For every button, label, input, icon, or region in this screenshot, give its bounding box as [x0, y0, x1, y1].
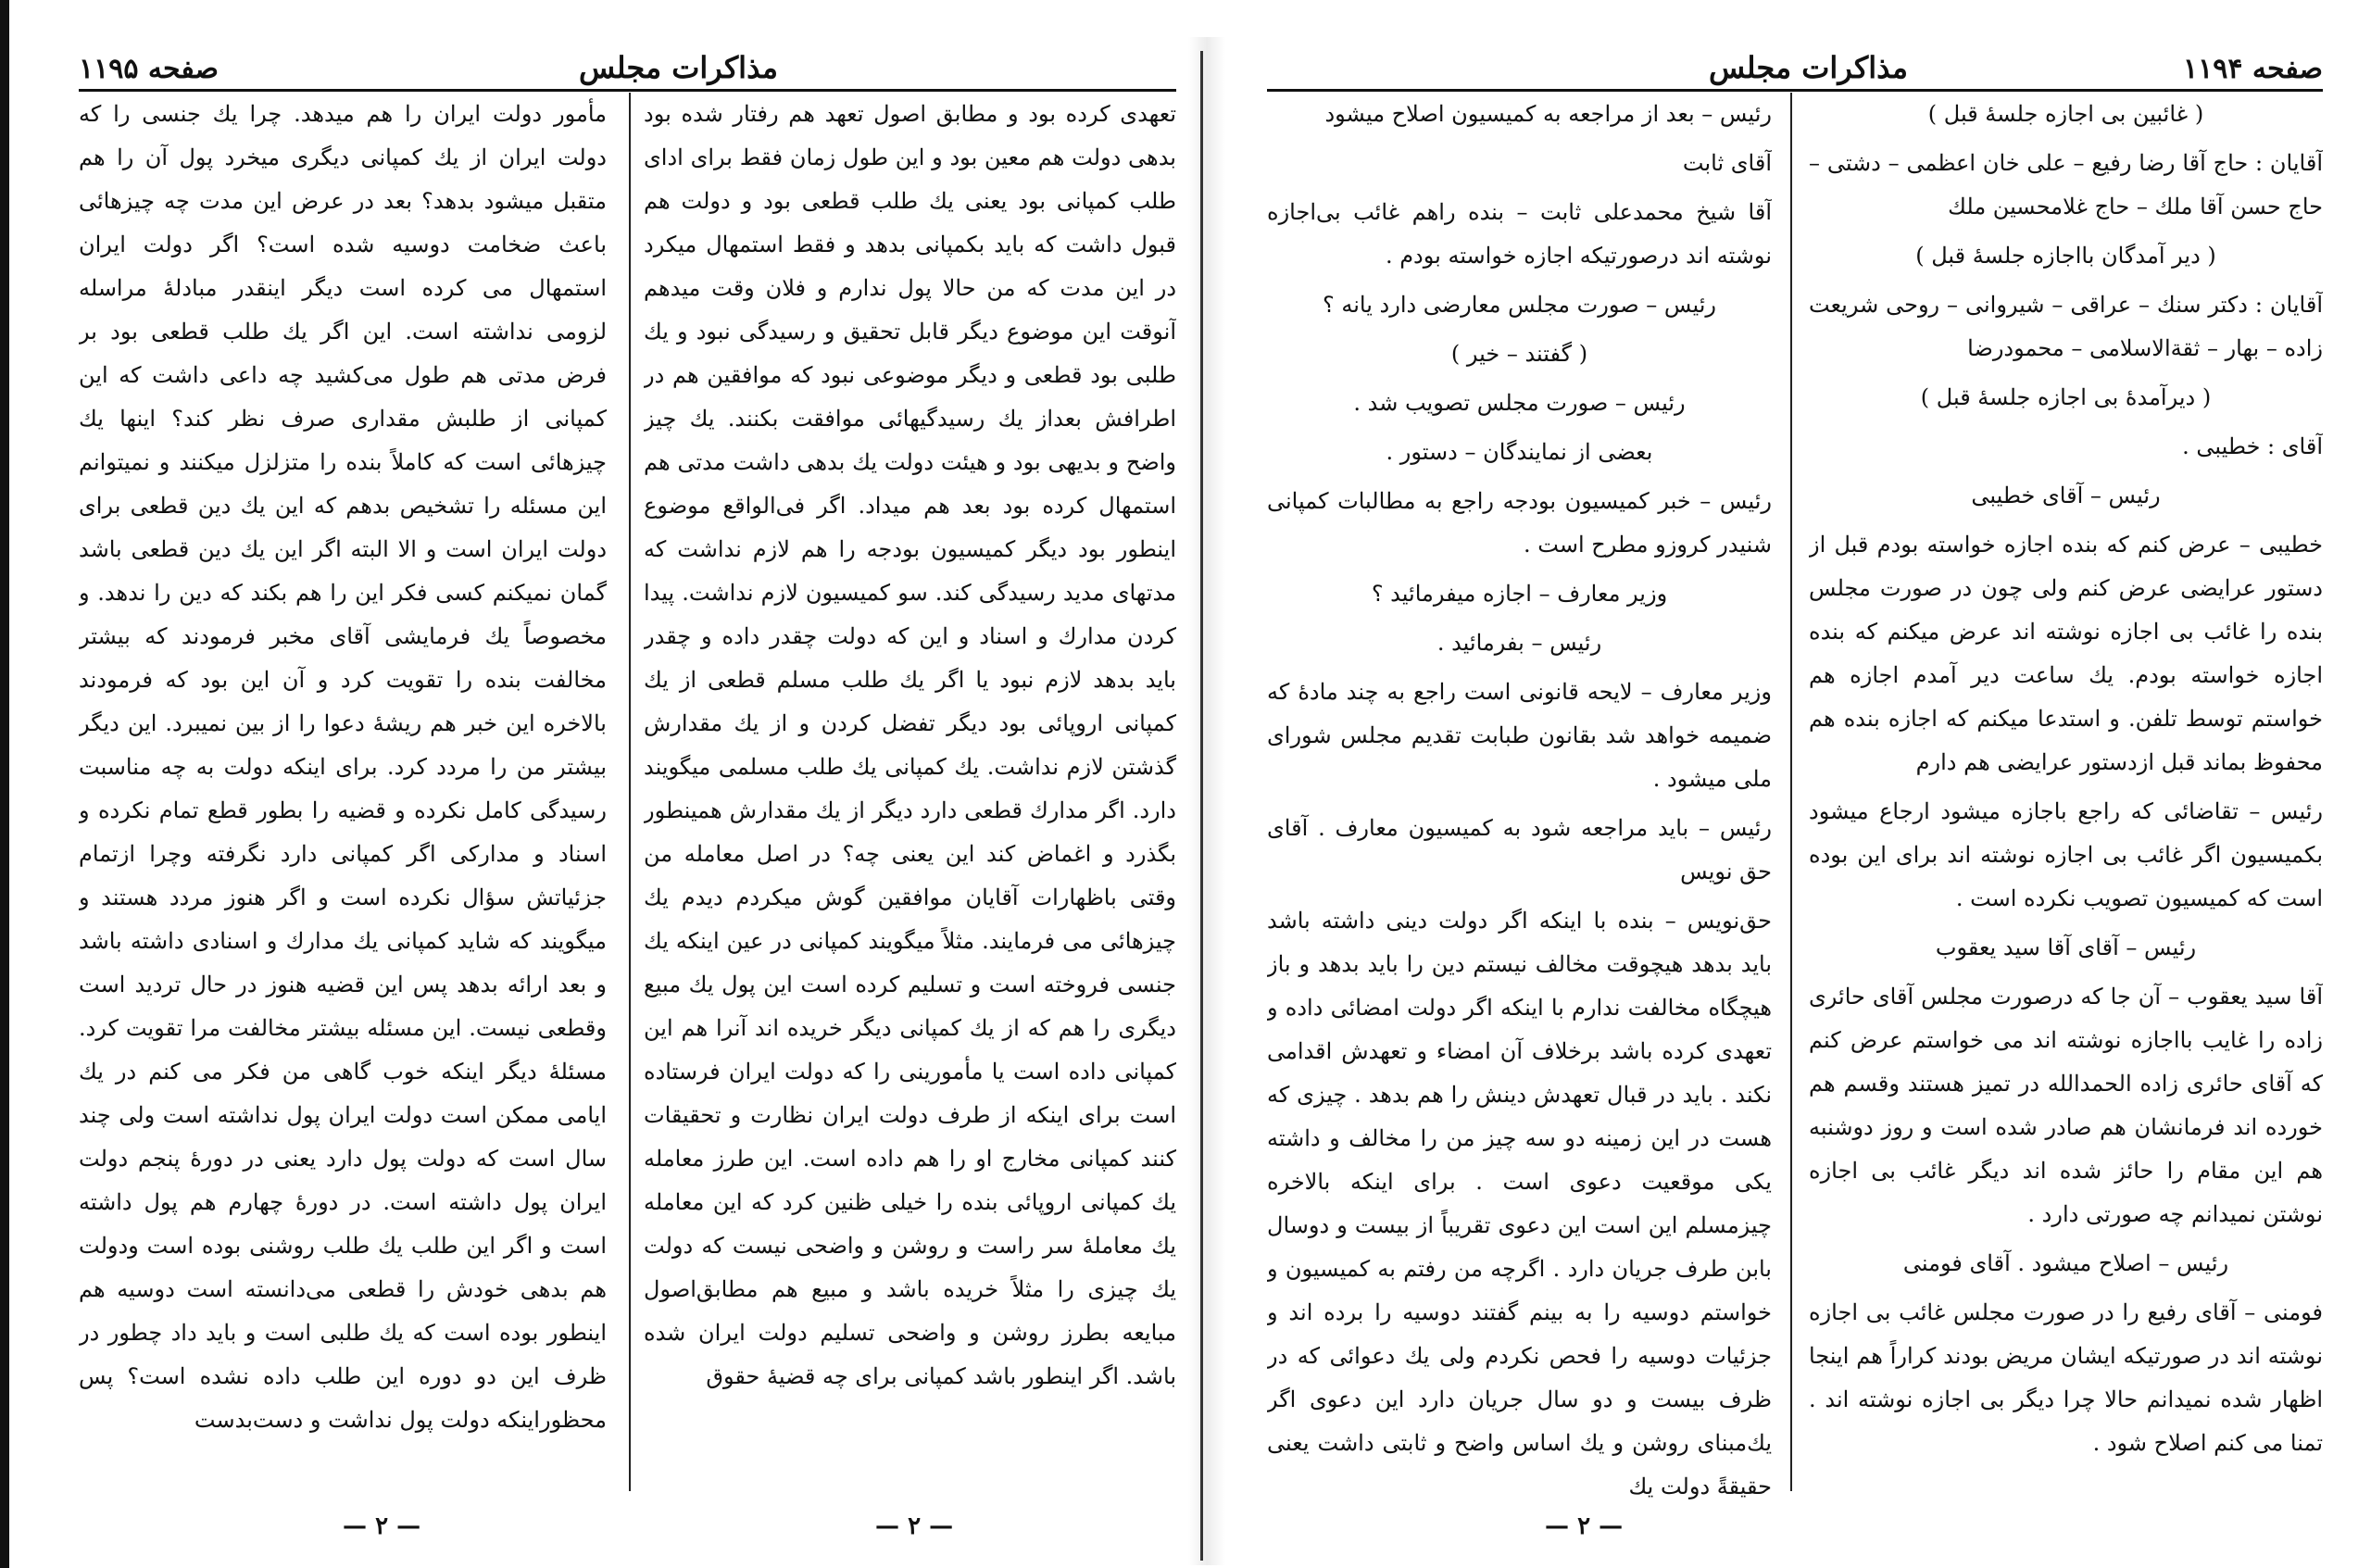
book-gutter — [1188, 37, 1225, 1565]
paragraph: رئیس – بعد از مراجعه به کمیسیون اصلاح میشود — [1324, 101, 1772, 127]
centered-line: رئیس – آقای خطیبی — [1971, 483, 2161, 508]
centered-line: رئیس – اصلاح میشود . آقای فومنی — [1902, 1250, 2229, 1276]
centered-line: رئیس – بفرمائید . — [1436, 630, 1602, 656]
paragraph: رئیس – باید مراجعه شود به کمیسیون معارف . آقای حق نویس — [1267, 815, 1772, 884]
centered-line: رئیس – آقای آقا سید یعقوب — [1935, 935, 2197, 960]
page-footer: — ۲ — — [1545, 1512, 1624, 1540]
centered-line: ( دیرآمدهٔ بی اجازه جلسهٔ قبل ) — [1920, 384, 2212, 410]
left-page-header — [79, 37, 1176, 85]
binding-edge — [0, 0, 9, 1568]
centered-line: بعضی از نمایندگان – دستور . — [1386, 439, 1653, 465]
page-footer: — ۲ — — [343, 1512, 421, 1540]
paragraph: آقایان : دکتر سنك – عراقی – شیروانی – روحی شریعت زاده – بهار – ثقة‌الاسلامی – محمودرضا — [1809, 292, 2323, 361]
paragraph: آقا شیخ محمدعلی ثابت – بنده راهم غائب بی‌اجازه نوشته اند درصورتیکه اجازه خواسته بودم . — [1267, 199, 1772, 269]
paragraph: مأمور دولت ایران را هم میدهد. چرا یك جنسی را که دولت ایران از یك کمپانی دیگری میخرد پول آن را هم متقبل میشود بدهد؟ بعد در عرض این مدت چه چیزهائی باعث ضخامت دوسیه شده است؟ اگر دولت ایران استمهال می کرده است دیگر اینقدر مبادلهٔ مراسله لزومی نداشته است. این اگر یك طلب قطعی بود بر فرض مدتی هم طول می‌کشید چه داعی داشت که این کمپانی از طلبش مقداری صرف نظر کند؟ اینها یك چیزهائی است که کاملاً بنده را متزلزل میکنند و نمیتوانم این مسئله را تشخیص بدهم که این یك دین قطعی برای دولت ایران است و الا البته اگر این یك دین قطعی باشد گمان نمیکنم کسی فکر این را هم بکند که دین را ندهد. و مخصوصاً یك فرمایشی آقای مخبر فرمودند که بیشتر مخالفت بنده را تقویت کرد و آن این بود که فرمودند بالاخره این خبر هم ریشهٔ دعوا را از بین نمیبرد. این دیگر بیشتر من را مردد کرد. برای اینکه دولت به چه مناسبت رسیدگی کامل نکرده و قضیه را بطور قطع تمام نکرده و اسناد و مدارکی اگر کمپانی دارد نگرفته وچرا ازتمام جزئیاتش سؤال نکرده است و اگر هنوز مردد هستند و میگویند که شاید کمپانی یك مدارك و اسنادی داشته باشد و بعد ارائه بدهد پس این قضیه هنوز در حال تردید است وقطعی نیست. این مسئله بیشتر مخالفت مرا تقویت کرد. مسئلهٔ دیگر اینکه خوب گاهی من فکر می کنم در یك ایامی ممکن است دولت ایران پول نداشته است ولی چند سال است که دولت پول دارد یعنی در دورهٔ پنجم دولت ایران پول داشته است. در دورهٔ چهارم هم پول داشته است و اگر این طلب یك طلب روشنی بوده است ودولت هم بدهی خودش را قطعی می‌دانسته است دوسیه هم اینطور بوده است که یك طلبی است و باید داد چطور در ظرف این دو دوره این طلب داده نشده است؟ پس محظوراینکه دولت پول نداشت و دست‌بدست — [79, 101, 607, 1433]
centered-line: ( دیر آمدگان بااجازه جلسهٔ قبل ) — [1915, 243, 2216, 269]
paragraph: رئیس – تقاضائی که راجع باجازه میشود ارجاع میشود بکمیسیون اگر غائب بی اجازه نوشته اند برای این بوده است که کمیسیون تصویب نکرده است . — [1809, 798, 2323, 911]
centered-line: رئیس – صورت مجلس معارضی دارد یانه ؟ — [1323, 292, 1716, 318]
paragraph: آقای : خطیبی . — [2182, 433, 2323, 459]
paragraph: حق‌نویس – بنده با اینکه اگر دولت دینی داشته باشد باید بدهد هیچوقت مخالف نیستم دین را باید بدهد و باز هیچگاه مخالفت ندارم با اینکه اگر دولت امضائی داده و تعهدی کرده باشد برخلاف آن امضاء و تعهدش اقدامی نکند . باید در قبال تعهدش دینش را هم بدهد . چیزی که هست در این زمینه دو سه چیز من را مخالف‌ و داشته یکی موقعیت دعوی است . برای اینکه بالاخره چیزمسلم این است این دعوی تقریباً از بیست و دوسال بابن طرف جریان دارد . اگرچه من رفتم به کمیسیون و خواستم دوسیه را به بینم گفتند دوسیه را برده اند و جزئیات دوسیه را فحص نکردم ولی یك دعوائی که در ظرف بیست و دو سال جریان دارد این دعوی اگر یك‌مبنای روشن و یك اساس واضح و ثابتی داشت یعنی حقیقةً دولت یك — [1267, 908, 1772, 1499]
paragraph: آقا سید یعقوب – آن جا که درصورت مجلس آقای حائری زاده را غایب بااجازه نوشته اند می خواستم عرض کنم که آقای حائری زاده الحمدالله در تمیز هستند وقسم هم خورده اند فرمانشان هم صادر شده است و روز دوشنبه هم این مقام را حائز شده اند دیگر غائب بی اجازه نوشتن نمیدانم چه صورتی دارد . — [1809, 984, 2323, 1227]
column-right — [1809, 93, 2323, 1510]
paragraph: وزیر معارف – لایحه قانونی است راجع به چند مادهٔ که ضمیمه خواهد شد بقانون طبابت تقدیم مجلس شورای ملی میشود . — [1267, 679, 1772, 792]
page-number: صفحه ۱۱۹۵ — [79, 53, 219, 85]
paragraph: رئیس – خبر کمیسیون بودجه راجع به مطالبات کمپانی شنیدر کروزو مطرح است . — [1267, 488, 1772, 558]
column-right — [644, 93, 1176, 1510]
page-footer: — ۲ — — [875, 1512, 954, 1540]
paragraph: فومنی – آقای رفیع را در صورت مجلس غائب بی اجازه نوشته اند در صورتیکه ایشان مریض بودند کراراً هم اینجا اظهار شده نمیدانم حالا چرا دیگر بی اجازه نوشته اند . تمنا می کنم اصلاح شود . — [1809, 1299, 2323, 1456]
right-page — [1267, 0, 2323, 1568]
running-title: مذاکرات مجلس — [578, 50, 778, 85]
running-title: مذاکرات مجلس — [1708, 50, 1909, 85]
centered-line: وزیر معارف – اجازه میفرمائید ؟ — [1371, 581, 1668, 607]
centered-line: ( گفتند – خیر ) — [1450, 341, 1588, 367]
column-left — [1267, 93, 1772, 1510]
header-rule — [79, 89, 1176, 92]
column-divider — [629, 93, 631, 1491]
centered-line: ( غائبین بی اجازه جلسهٔ قبل ) — [1927, 101, 2204, 127]
page-number: صفحه ۱۱۹۴ — [2183, 53, 2323, 85]
left-page — [79, 0, 1176, 1568]
centered-line: رئیس – صورت مجلس تصویب شد . — [1353, 390, 1686, 416]
paragraph: تعهدی کرده بود و مطابق اصول تعهد هم رفتار شده بود بدهی دولت هم معین بود و این طول زمان فقط برای ادای طلب کمپانی بود یعنی یك طلب قطعی بود و دولت هم قبول داشت که باید بکمپانی بدهد و فقط استمهال میکرد در این مدت که من حالا پول ندارم و فلان وقت میدهم آنوقت این موضوع دیگر قابل تحقیق و رسیدگی نبود و یك طلبی بود قطعی و دیگر موضوعی نبود که موافقین هم در اطرافش بعداز یك رسیدگیهائی موافقت بکنند. یك چیز واضح و بدیهی بود و هیئت دولت یك بدهی داشت مدتی هم استمهال کرده بود بعد هم میداد. اگر فی‌الواقع موضوع اینطور بود دیگر کمیسیون بودجه را هم لازم نداشت که مدتهای مدید رسیدگی کند. سو کمیسیون لازم نداشت. پیدا کردن مدارك و اسناد و این که دولت چقدر داده و چقدر باید بدهد لازم نبود یا اگر یك طلب مسلم قطعی از یك کمپانی اروپائی بود دیگر تفضل کردن و از یك مقدارش گذشتن لازم نداشت. یك کمپانی یك طلب مسلمی میگویند دارد. اگر مدارك قطعی دارد دیگر از یك مقدارش همینطور بگذرد و اغماض کند این یعنی چه؟ در اصل معامله من وقتی باظهارات آقایان موافقین گوش میکردم دیدم یك چیزهائی می فرمایند. مثلاً میگویند کمپانی در عین اینکه یك جنسی فروخته است و تسلیم کرده است این پول یك مبیع دیگری را هم که از یك کمپانی دیگر خریده اند آنرا هم این کمپانی داده است یا مأمورینی را که دولت ایران فرستاده است برای اینکه از طرف دولت ایران نظارت و تحقیقات کنند کمپانی مخارج او را هم داده است. این طرز معامله یك کمپانی اروپائی بنده را خیلی ظنین کرد که این معامله یك معاملهٔ سر راست و روشن و واضحی نیست که دولت یك چیزی را مثلاً خریده باشد و مبیع هم مطابق‌اصول مبایعه بطرز روشن و واضحی تسلیم دولت ایران شده باشد. اگر اینطور باشد کمپانی برای چه قضیهٔ حقوق — [644, 101, 1176, 1389]
column-left — [79, 93, 607, 1510]
paragraph: آقایان : حاج آقا رضا رفیع – علی خان اعظمی – دشتی – حاج حسن آقا ملك – حاج غلامحسین ملك — [1809, 150, 2323, 220]
paragraph: آقای ثابت — [1682, 150, 1772, 176]
paragraph: خطیبی – عرض کنم که بنده اجازه خواسته بودم قبل از دستور عرایضی عرض کنم ولی چون در صورت مجلس بنده را غائب بی اجازه نوشته اند عرض میکنم که بنده اجازه خواسته بودم. یك ساعت دیر آمدم اجازه هم خواستم توسط تلفن. و استدعا میکنم که اجازه بنده هم محفوظ بماند قبل ازدستور عرایضی هم دارم — [1809, 532, 2323, 775]
column-divider — [1790, 93, 1792, 1491]
right-page-header — [1267, 37, 2323, 85]
gutter-line — [1200, 51, 1203, 1561]
header-rule — [1267, 89, 2323, 92]
